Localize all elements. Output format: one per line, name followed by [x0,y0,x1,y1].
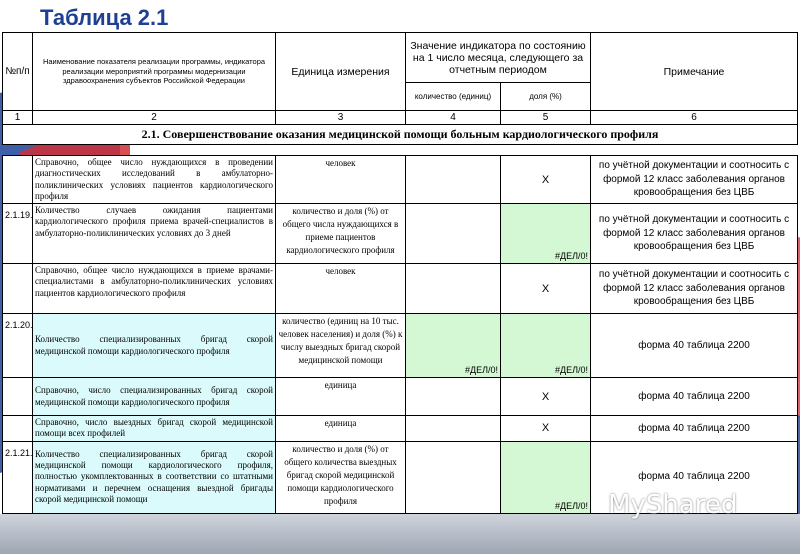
header-unit: Единица измерения [276,33,406,111]
column-number-row [3,111,798,125]
row-count [406,378,501,416]
row-unit: количество и доля (%) от общего числа нуждающихся в приеме пациентов кардиологического профиля [276,204,406,264]
row-code [3,264,33,314]
header-num: №п/п [3,33,33,111]
row-name: Справочно, общее число нуждающихся в проведении диагностических исследований в амбулаторно-поликлинических условиях пациентов кардиологического профиля [33,156,276,204]
column-number: 1 [3,111,33,125]
row-share: X [501,156,591,204]
row-name: Количество специализированных бригад скорой медицинской помощи кардиологического профиля [33,314,276,378]
row-name: Количество специализированных бригад скорой медицинской помощи кардиологического профиля, полностью укомплектованных в соответствии со штатными нормативами и перечнем оснащения выездной бригады скорой медицинской помощи [33,441,276,513]
table-row [3,156,798,204]
row-share: X [501,264,591,314]
row-note: форма 40 таблица 2200 [591,378,798,416]
row-count [406,156,501,204]
watermark-logo: MyShared [608,490,738,520]
section-row [3,125,798,145]
column-number: 5 [501,111,591,125]
table-row [3,204,798,264]
row-share: #ДЕЛ/0! [501,314,591,378]
slide-title: Таблица 2.1 [40,5,169,30]
row-code: 2.1.19. [3,204,33,264]
table-row [3,416,798,442]
row-unit: количество (единиц на 10 тыс. человек населения) и доля (%) к числу выездных бригад скорой медицинской помощи [276,314,406,378]
row-code [3,156,33,204]
row-note: форма 40 таблица 2200 [591,314,798,378]
row-count [406,264,501,314]
row-count [406,204,501,264]
row-code [3,416,33,442]
row-name: Справочно, число выездных бригад скорой медицинской помощи всех профилей [33,416,276,442]
column-number: 2 [33,111,276,125]
bottom-band [0,514,800,554]
row-note: форма 40 таблица 2200 [591,416,798,442]
section-title: 2.1. Совершенствование оказания медицинской помощи больным кардиологического профиля [3,125,798,145]
row-code: 2.1.21. [3,441,33,513]
row-name: Справочно, общее число нуждающихся в приеме врачами-специалистами в амбулаторно-поликлинических условиях пациентов кардиологического профиля [33,264,276,314]
column-number: 6 [591,111,798,125]
row-share: X [501,378,591,416]
header-row [3,33,798,83]
row-code: 2.1.20. [3,314,33,378]
row-share: #ДЕЛ/0! [501,204,591,264]
row-note: по учётной документации и соотносить с формой 12 класс заболевания органов кровообращения без ЦВБ [591,156,798,204]
table-row [3,378,798,416]
row-count [406,416,501,442]
row-count: #ДЕЛ/0! [406,314,501,378]
row-name: Справочно, число специализированных бригад скорой медицинской помощи кардиологического профиля [33,378,276,416]
header-note: Примечание [591,33,798,111]
row-unit: человек [276,264,406,314]
row-name: Количество случаев ожидания пациентами кардиологического профиля приема врачей-специалистов в амбулаторно-поликлинических условиях до 3 дней [33,204,276,264]
header-count: количество (единиц) [406,83,501,111]
column-number: 4 [406,111,501,125]
row-unit: единица [276,416,406,442]
header-name: Наименование показателя реализации программы, индикатора реализации мероприятий программы модернизации здравоохранения субъектов Российской Федерации [33,33,276,111]
row-unit: единица [276,378,406,416]
spacer-row [3,145,798,156]
row-share: #ДЕЛ/0! [501,441,591,513]
row-note: форма 40 таблица 2200 [591,441,798,513]
table-row [3,264,798,314]
row-note: по учётной документации и соотносить с формой 12 класс заболевания органов кровообращения без ЦВБ [591,204,798,264]
row-unit: человек [276,156,406,204]
indicator-table [2,32,798,514]
column-number: 3 [276,111,406,125]
table-row [3,314,798,378]
row-share: X [501,416,591,442]
row-code [3,378,33,416]
row-count [406,441,501,513]
row-note: по учётной документации и соотносить с формой 12 класс заболевания органов кровообращения без ЦВБ [591,264,798,314]
header-share: доля (%) [501,83,591,111]
row-unit: количество и доля (%) от общего количества выездных бригад скорой медицинской помощи кардиологического профиля [276,441,406,513]
header-value: Значение индикатора по состоянию на 1 число месяца, следующего за отчетным периодом [406,33,591,83]
